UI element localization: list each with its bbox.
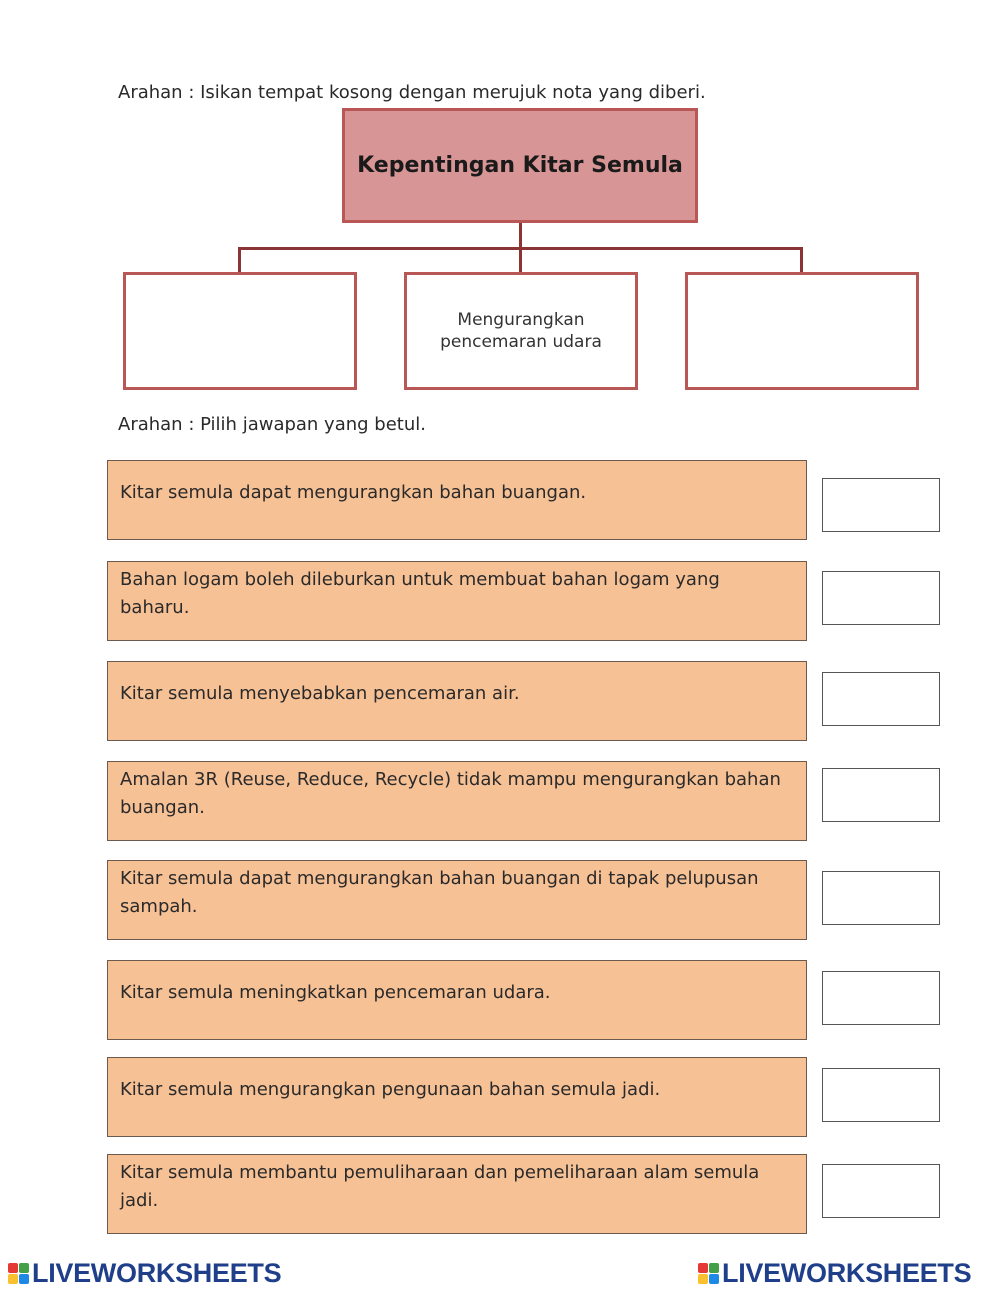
answer-input-1[interactable] xyxy=(823,479,939,531)
diagram-title-box xyxy=(342,108,698,223)
diagram-blank-box-1[interactable] xyxy=(123,272,357,390)
liveworksheets-icon xyxy=(698,1263,719,1284)
instruction-choose: Arahan : Pilih jawapan yang betul. xyxy=(118,414,426,435)
statement-8: Kitar semula membantu pemuliharaan dan pemeliharaan alam semula jadi. xyxy=(107,1154,807,1234)
answer-input-6[interactable] xyxy=(823,972,939,1024)
statement-1: Kitar semula dapat mengurangkan bahan buangan. xyxy=(107,460,807,540)
diagram-blank-input-3[interactable] xyxy=(700,321,904,342)
instruction-fill-blank: Arahan : Isikan tempat kosong dengan merujuk nota yang diberi. xyxy=(118,82,706,103)
diagram-title: Kepentingan Kitar Semula xyxy=(357,153,683,178)
answer-input-2[interactable] xyxy=(823,572,939,624)
diagram-blank-box-3[interactable] xyxy=(685,272,919,390)
answer-box-8[interactable] xyxy=(822,1164,940,1218)
statement-2: Bahan logam boleh dileburkan untuk membuat bahan logam yang baharu. xyxy=(107,561,807,641)
answer-box-5[interactable] xyxy=(822,871,940,925)
answer-input-4[interactable] xyxy=(823,769,939,821)
answer-input-5[interactable] xyxy=(823,872,939,924)
statement-3: Kitar semula menyebabkan pencemaran air. xyxy=(107,661,807,741)
answer-box-7[interactable] xyxy=(822,1068,940,1122)
answer-input-8[interactable] xyxy=(823,1165,939,1217)
answer-box-6[interactable] xyxy=(822,971,940,1025)
liveworksheets-icon xyxy=(8,1263,29,1284)
connector-left xyxy=(238,247,241,273)
diagram-blank-input-1[interactable] xyxy=(138,321,342,342)
liveworksheets-logo-left xyxy=(8,1258,281,1289)
logo-text-left: LIVEWORKSHEETS xyxy=(32,1258,282,1288)
connector-vertical-main xyxy=(519,223,522,249)
liveworksheets-logo-right xyxy=(698,1258,971,1289)
statement-7: Kitar semula mengurangkan pengunaan bahan semula jadi. xyxy=(107,1057,807,1137)
diagram-box-2 xyxy=(404,272,638,390)
answer-input-3[interactable] xyxy=(823,673,939,725)
answer-box-1[interactable] xyxy=(822,478,940,532)
connector-middle xyxy=(519,247,522,273)
answer-box-2[interactable] xyxy=(822,571,940,625)
answer-input-7[interactable] xyxy=(823,1069,939,1121)
answer-box-4[interactable] xyxy=(822,768,940,822)
statement-4: Amalan 3R (Reuse, Reduce, Recycle) tidak mampu mengurangkan bahan buangan. xyxy=(107,761,807,841)
diagram-box-2-text: Mengurangkan pencemaran udara xyxy=(440,310,602,352)
answer-box-3[interactable] xyxy=(822,672,940,726)
connector-right xyxy=(800,247,803,273)
statement-6: Kitar semula meningkatkan pencemaran udara. xyxy=(107,960,807,1040)
statement-5: Kitar semula dapat mengurangkan bahan buangan di tapak pelupusan sampah. xyxy=(107,860,807,940)
logo-text-right: LIVEWORKSHEETS xyxy=(722,1258,972,1288)
